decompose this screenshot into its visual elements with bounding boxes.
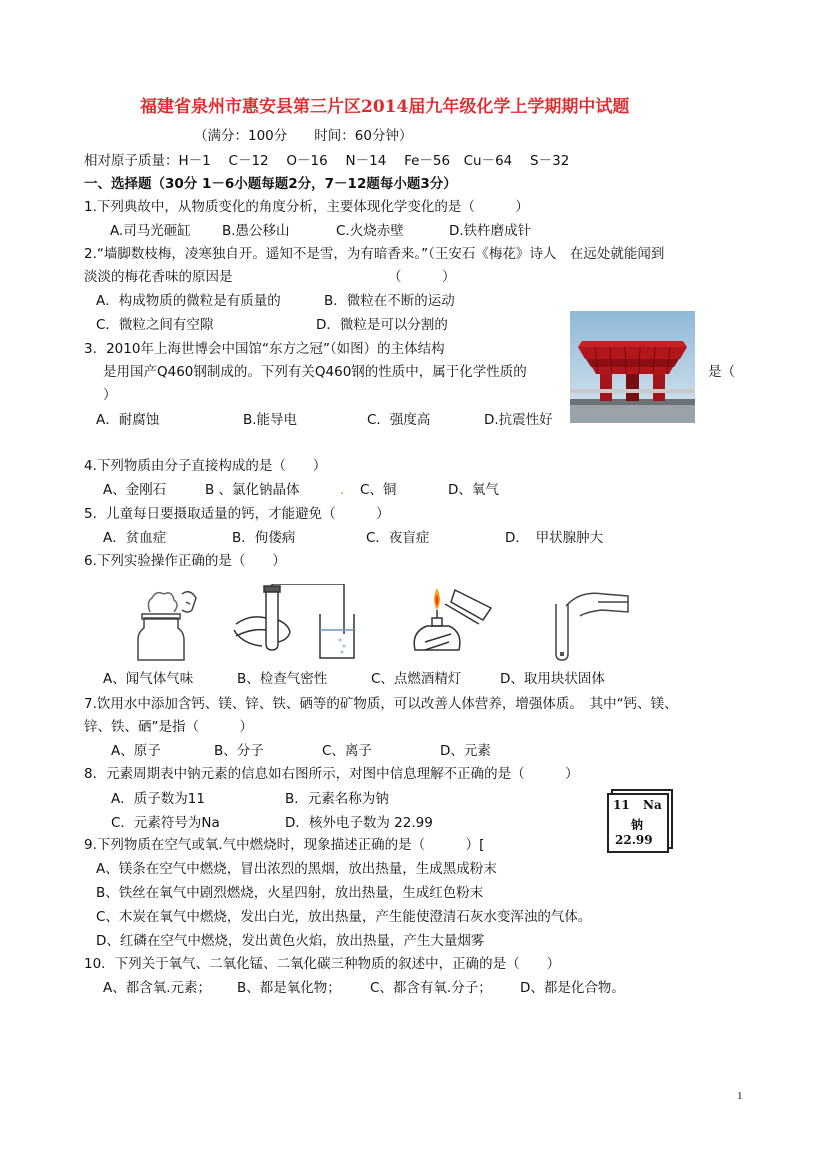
- china-pavilion-image: [570, 311, 695, 423]
- q7-option-b: B、分子: [214, 743, 264, 759]
- q7-stem-line1: 7.饮用水中添加含钙、镁、锌、铁、硒等的矿物质，可以改善人体营养，增强体质。 其中“钙、镁、: [84, 696, 678, 712]
- q4-option-b: B 、氯化钠晶体: [205, 482, 300, 498]
- q10-stem: 10．下列关于氧气、二氧化锰、二氧化碳三种物质的叙述中，正确的是（ ）: [84, 956, 561, 972]
- page-title: 福建省泉州市惠安县第三片区2014届九年级化学上学期期中试题: [140, 97, 630, 117]
- add-solid-image: [540, 588, 632, 662]
- q2-option-b: B．微粒在不断的运动: [324, 293, 455, 309]
- q3-stem-line2b: 是（: [708, 364, 735, 380]
- q2-option-a: A．构成物质的微粒是有质量的: [96, 293, 281, 309]
- q9-stem: 9.下列物质在空气或氧.气中燃烧时，现象描述正确的是（ ）[: [84, 837, 485, 853]
- q5-option-a: A．贫血症: [103, 530, 167, 546]
- q9-option-c: C、木炭在氧气中燃烧，发出白光，放出热量，产生能使澄清石灰水变浑浊的气体。: [96, 909, 592, 925]
- q3-stem-line1: 3．2010年上海世博会中国馆“东方之冠”（如图）的主体结构: [84, 341, 445, 357]
- q4-option-a: A、金刚石: [103, 482, 167, 498]
- atomic-mass: 相对原子质量：H－1 C－12 O－16 N－14 Fe－56 Cu－64 S－32: [84, 153, 570, 169]
- q10-option-a: A、都含氧.元素；: [103, 980, 212, 996]
- q3-option-d: D.抗震性好: [484, 412, 553, 428]
- q2-stem-line1: 2.“墙脚数枝梅，凌寒独自开。遥知不是雪，为有暗香来。”（王安石《梅花》诗人 在远处就能闻到: [84, 246, 665, 262]
- q10-option-c: C、都含有氧.分子；: [370, 980, 492, 996]
- q1-stem: 1.下列典故中，从物质变化的角度分析，主要体现化学变化的是（ ）: [84, 199, 529, 215]
- q4-stem: 4.下列物质由分子直接构成的是（ ）: [84, 458, 327, 474]
- q10-option-d: D、都是化合物。: [520, 980, 625, 996]
- section-heading: 一、选择题（30分 1－6小题每题2分，7－12题每小题3分）: [84, 176, 457, 192]
- q2-stem-line2: 淡淡的梅花香味的原因是: [84, 269, 233, 285]
- q9-option-a: A、镁条在空气中燃烧，冒出浓烈的黑烟，放出热量，生成黑成粉末: [96, 861, 497, 877]
- q8-option-b: B．元素名称为钠: [285, 791, 389, 807]
- q1-option-c: C.火烧赤壁: [336, 223, 404, 239]
- q5-option-c: C．夜盲症: [366, 530, 430, 546]
- q1-option-d: D.铁杵磨成针: [449, 223, 532, 239]
- q7-option-a: A、原子: [111, 743, 161, 759]
- light-alcohol-lamp-image: [405, 580, 500, 666]
- q3-option-c: C．强度高: [367, 412, 431, 428]
- q1-option-b: B.愚公移山: [222, 223, 290, 239]
- sodium-element-card: [607, 793, 669, 853]
- q10-option-b: B、都是氧化物；: [237, 980, 341, 996]
- q3-option-b: B.能导电: [243, 412, 298, 428]
- element-symbol: Na: [643, 798, 662, 812]
- q7-stem-line2: 锌、铁、硒”是指（ ）: [84, 719, 253, 735]
- q6-option-b: B、检查气密性: [237, 671, 328, 687]
- q5-stem: 5．儿童每日要摄取适量的钙，才能避免（ ）: [84, 506, 390, 522]
- element-name: 钠: [631, 818, 644, 832]
- q2-option-c: C．微粒之间有空隙: [96, 317, 214, 333]
- q9-option-d: D、红磷在空气中燃烧，发出黄色火焰，放出热量，产生大量烟雾: [96, 933, 485, 949]
- q6-option-c: C、点燃酒精灯: [371, 671, 462, 687]
- q6-stem: 6.下列实验操作正确的是（ ）: [84, 553, 286, 569]
- q7-option-c: C、离子: [322, 743, 372, 759]
- q8-stem: 8．元素周期表中钠元素的信息如右图所示，对图中信息理解不正确的是（ ）: [84, 766, 579, 782]
- atomic-number: 11: [613, 798, 630, 812]
- q4-option-c: C、铜: [360, 482, 397, 498]
- q8-option-d: D．核外电子数为 22.99: [285, 815, 433, 831]
- q4-stray-dot: .: [340, 482, 345, 498]
- atomic-mass-value: 22.99: [615, 833, 653, 847]
- smell-gas-image: [130, 584, 200, 664]
- airtightness-check-image: [232, 584, 360, 664]
- q2-answer-paren: （ ）: [388, 269, 456, 285]
- q6-option-a: A、闻气体气味: [103, 671, 194, 687]
- score-time: （满分：100分 时间：60分钟）: [194, 128, 413, 144]
- q6-option-d: D、取用块状固体: [500, 671, 605, 687]
- q8-option-a: A．质子数为11: [111, 791, 205, 807]
- q5-option-d: D． 甲状腺肿大: [505, 530, 604, 546]
- q9-option-b: B、铁丝在氧气中剧烈燃烧，火星四射，放出热量，生成红色粉末: [96, 885, 484, 901]
- q4-option-d: D、氧气: [448, 482, 499, 498]
- q8-option-c: C．元素符号为Na: [111, 815, 220, 831]
- q3-option-a: A．耐腐蚀: [96, 412, 160, 428]
- q1-option-a: A.司马光砸缸: [110, 223, 191, 239]
- page-number: 1: [737, 1090, 743, 1102]
- q2-option-d: D．微粒是可以分割的: [316, 317, 448, 333]
- q3-stem-line2: 是用国产Q460钢制成的。下列有关Q460钢的性质中，属于化学性质的: [103, 364, 527, 380]
- q5-option-b: B．佝偻病: [232, 530, 296, 546]
- q3-stem-line3: ）: [103, 387, 117, 403]
- q7-option-d: D、元素: [440, 743, 491, 759]
